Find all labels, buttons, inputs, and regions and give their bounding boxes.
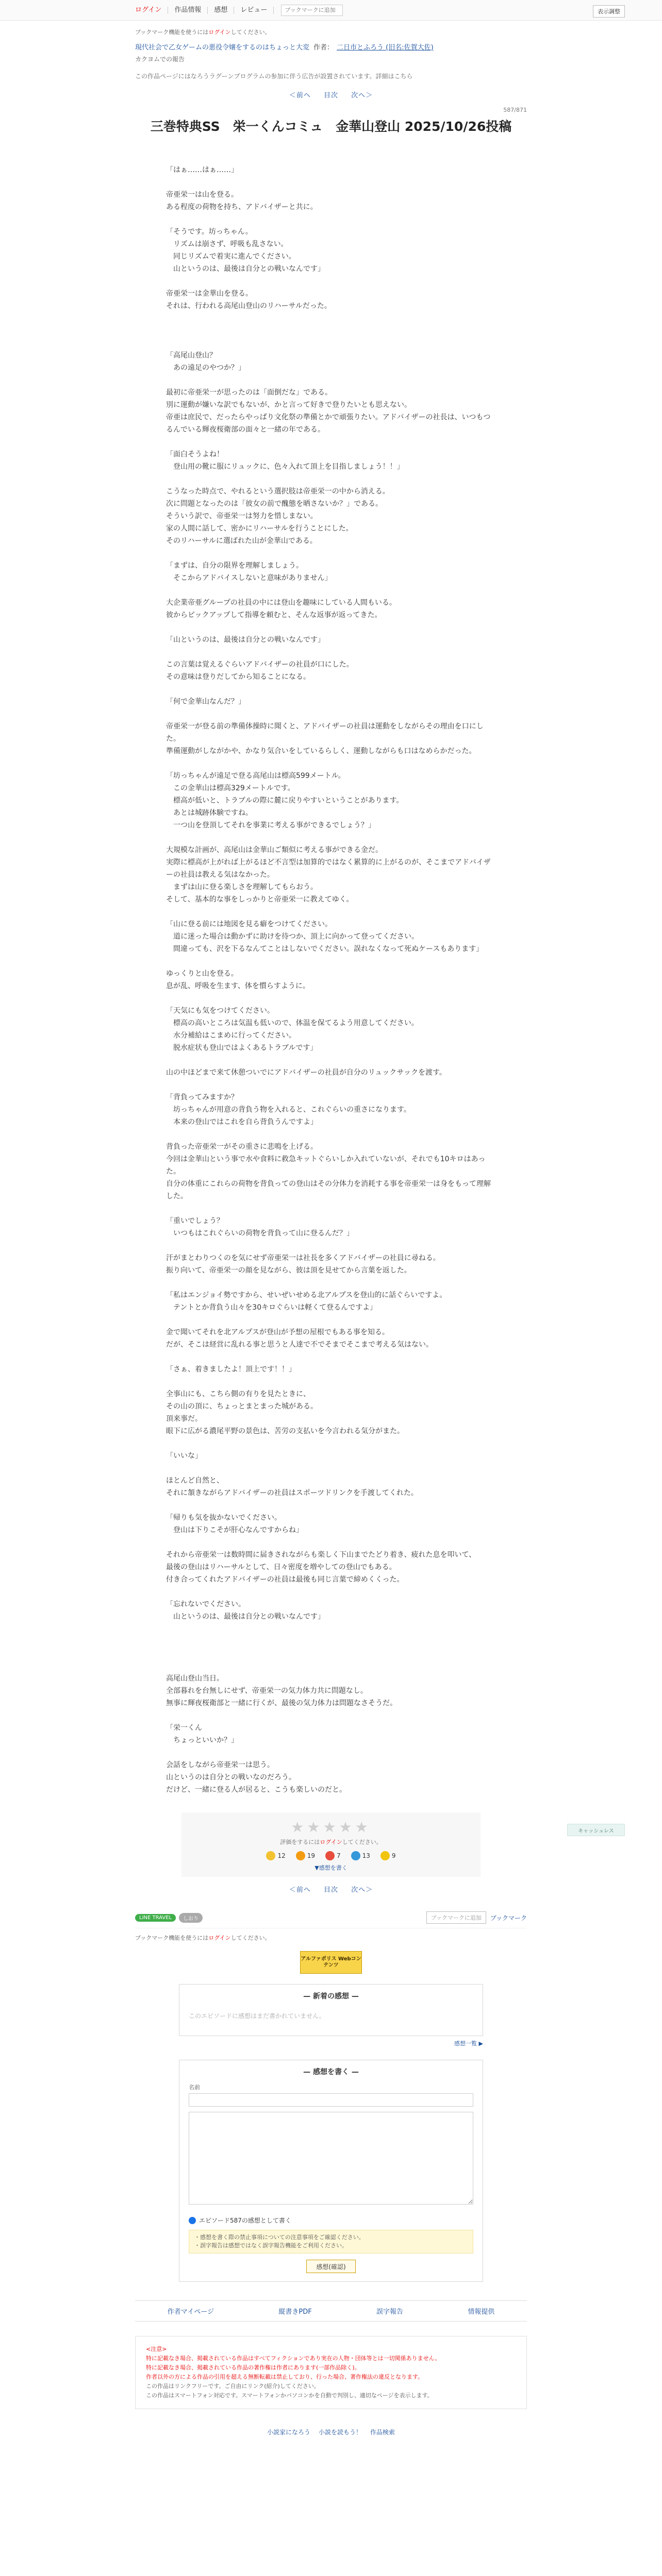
novel-line: 頂来事だ。 [166,1415,202,1423]
novel-line [166,1709,496,1722]
series-header [135,43,527,53]
reaction-button[interactable] [296,1851,315,1860]
novel-line [166,1376,496,1388]
novel-line [166,1079,496,1091]
novel-line [166,832,496,844]
footer-link[interactable]: 小説家になろう [267,2429,310,2436]
novel-line: この金華山は標高329メートルです。 [166,784,295,792]
novel-line [166,1054,496,1066]
novel-line [166,992,496,1005]
impressions-link[interactable]: 感想 [208,7,234,14]
novel-line: 「山というのは、最後は自分との戦いなんです」 [166,636,325,644]
login-link[interactable]: ログイン [135,7,168,14]
novel-line: 山の中ほどまで来て休憩ついでにアドバイザーの社員が自分のリュックサックを渡す。 [166,1069,446,1077]
novel-line [166,325,496,337]
novel-line: あの遠足のやつか？」 [166,364,245,372]
reaction-button[interactable] [380,1851,396,1860]
novel-line [166,955,496,968]
checkbox-label: エピソード587の感想として書く [199,2217,291,2224]
works-info-link[interactable]: 作品情報 [168,7,208,14]
clap-icon [380,1851,390,1860]
main-container [135,21,527,1894]
novel-line [166,1747,496,1759]
novel-line [166,213,496,226]
novel-line: 「私はエンジョイ勢ですから、せいぜいせめる北アルプスを登山的に話ぐらいですよ。 [166,1291,447,1299]
novel-line: 帝亜栄一が登る前の準備体操時に聞くと、アドバイザーの社員は運動をしながらその理由を口にした。 [166,722,484,743]
novel-line [166,473,496,485]
notice-line-1: 特に記載なき場合、掲載されている作品はすべてフィクションであり実在の人物・団体等とは一切関係ありません。 [146,2355,441,2362]
star-rating[interactable]: ★★★★★ [291,1819,371,1836]
novel-line: 「背負ってみますか？ [166,1093,238,1101]
pager-top [135,90,527,99]
work-link[interactable]: 情報提供 [468,2308,495,2316]
warning-line-2: ・誤字報告は感想ではなく誤字報告機能をご利用ください。 [194,2242,347,2249]
impression-textarea[interactable] [189,2112,473,2205]
novel-line: そして、基本的な事をしっかりと帝亜栄一に教えてゆく。 [166,895,354,904]
novel-line [166,1128,496,1141]
novel-line: 付き合ってくれたアドバイザーの社員は最後も同じ言葉で締めくくった。 [166,1575,404,1584]
novel-line: そういう訳で、帝亜栄一は努力を惜しまない。 [166,512,318,520]
novel-line: 帝亜栄一は金華山を登る。 [166,290,253,298]
novel-line [166,621,496,634]
novel-line [166,374,496,386]
novel-line [166,275,496,287]
notice-line-4: この作品はリンクフリーです。ご自由にリンク(紹介)してください。 [146,2383,320,2389]
novel-line: 山というのは、最後は自分との戦いなんです」 [166,265,325,273]
reaction-count: 9 [391,1852,396,1859]
novel-line: 帝亜は庶民で、だったらやっぱり文化祭の準備とかで頑張りたい。アドバイザーの社長は、いつもつるんでいる輝夜桜衛部の面々と一緒の年である。 [166,413,491,434]
name-label: 名前 [189,2084,200,2091]
top-nav [135,7,274,14]
novel-line: 「忘れないでください。 [166,1600,245,1608]
novel-line: そのリハーサルに選ばれた山が金華山である。 [166,537,317,545]
novel-line: 家の人間に話して、密かにリハーサルを行うことにした。 [166,524,353,533]
novel-line: リズムは崩さず、呼吸も乱さない。 [166,240,288,248]
novel-line: 同じリズムで着実に進んでください。 [166,252,296,261]
novel-line [166,1499,496,1512]
rating-box [181,1812,481,1877]
novel-line [166,1536,496,1549]
novel-line: 全事山にも、こちら側の有りを見たときに、 [166,1390,310,1398]
series-title-link[interactable]: 現代社会で乙女ゲームの悪役令嬢をするのはちょっと大変 [135,44,310,52]
novel-line: ほとんど自然と、 [166,1477,224,1485]
new-impressions-panel [179,1984,483,2036]
footer-link[interactable]: 作品検索 [370,2429,395,2436]
novel-line [166,1635,496,1648]
submit-impression-button[interactable]: 感想(確認) [306,2260,356,2273]
campaign-text: カクヨムでの報告 [135,56,185,63]
thumb-icon [266,1851,275,1860]
novel-line: この言葉は覚えるぐらいアドバイザーの社員が口にした。 [166,660,354,669]
notice-login-link[interactable]: ログイン [208,29,231,36]
novel-line: 眼下に広がる濃尾平野の景色は、苦労の支払いを今言われる気分がまた。 [166,1427,404,1435]
prev-episode-link[interactable]: ＜前へ [289,92,311,99]
novel-line: 山というのは自分との戦いなのだろう。 [166,1773,296,1782]
side-ad-banner[interactable]: キャッシュレス [567,1824,625,1836]
prev-episode-link-bottom[interactable]: ＜前へ [289,1886,311,1894]
novel-line: 会話をしながら帝亜栄一は思う。 [166,1761,274,1769]
add-bookmark-button[interactable]: ブックマークに追加 [426,1911,486,1924]
novel-line: そこからアドバイスしないと意味がありません」 [166,574,332,582]
new-impressions-title: — 新着の感想 — [303,1992,359,2001]
novel-line: 間違っても、沢を下るなんてことはしないでください。誤れなくなって死ぬケースもあります」 [166,945,484,953]
reaction-count: 13 [362,1852,370,1859]
review-link[interactable]: レビュー [234,7,274,14]
novel-line: 「帰りも気を抜かないでください。 [166,1514,282,1522]
novel-line: 「栄一くん [166,1724,202,1732]
write-impression-link[interactable]: ▼感想を書く [315,1865,347,1871]
novel-line [166,176,496,189]
novel-line: テントとか背負う山々を30キロぐらいは軽くて登るんですよ」 [166,1303,377,1312]
novel-line: 「いいな」 [166,1452,202,1460]
novel-line: それは、行われる高尾山登山のリハーサルだった。 [166,302,332,310]
episode-checkbox-row[interactable] [189,2216,473,2225]
novel-line: 水分補給はこまめに行ってください。 [166,1031,296,1040]
novel-line: 「坊っちゃんが遠足で登る高尾山は標高599メートル。 [166,772,345,780]
novel-line: 「さぁ、着きましたよ！頂上です！！」 [166,1365,296,1374]
novel-line [166,1586,496,1598]
reaction-count: 19 [307,1852,315,1859]
novel-line [166,1623,496,1635]
novel-line: 振り向いて、帝亜栄一の顔を見ながら、彼は頂を見せてから言葉を返した。 [166,1266,411,1275]
bookmark-area [426,1911,527,1924]
heart-icon [325,1851,335,1860]
notice-line-2: 特に記載なき場合、掲載されている作品の著作権は作者にあります(一部作品除く)。 [146,2364,360,2371]
reaction-list [181,1851,481,1860]
novel-body [166,164,496,1796]
display-settings-button[interactable]: 表示調整 [593,5,625,18]
novel-line [166,708,496,720]
work-link[interactable]: 誤字報告 [376,2308,404,2316]
novel-line [166,436,496,448]
form-warning [189,2230,473,2253]
novel-line [166,1202,496,1215]
novel-line: 「まずは、自分の限界を理解しましょう。 [166,562,303,570]
novel-line: だが、そこは経営に乱れる事と思うと人達で不でそまでそこまで考える気はない。 [166,1341,433,1349]
write-impression-panel [179,2060,483,2282]
novel-line: 「何で金華山なんだ？」 [166,698,245,706]
reaction-count: 12 [277,1852,286,1859]
novel-line: だけど、一緒に登る人が居ると、こうも楽しいのだと。 [166,1786,346,1794]
novel-line [166,1240,496,1252]
novel-line: ちょっといいか？」 [166,1736,238,1744]
novel-line [166,1437,496,1450]
novel-line: 「高尾山登山？ [166,351,217,360]
novel-line: 山というのは、最後は自分との戦いなんです」 [166,1613,325,1621]
novel-line [166,757,496,770]
reaction-button[interactable] [351,1851,370,1860]
reaction-button[interactable] [266,1851,285,1860]
novel-line: 息が乱、呼吸を生ます、体を慣らすように。 [166,982,310,990]
smile-icon [296,1851,305,1860]
novel-line [166,1314,496,1326]
novel-line: 大企業帝亜グループの社員の中には登山を趣味にしている人間もいる。 [166,599,396,607]
novel-line: 一つ山を登頂してそれを事業に考える事ができるでしょう？」 [166,821,375,829]
novel-line: それから帝亜栄一は数時間に届きされながらも楽しく下山までたどり着き、疲れた息を叩いて、 [166,1551,476,1559]
novel-line: 高尾山登山当日。 [166,1674,224,1683]
novel-line: 標高の高いところは気温も低いので、体温を保てるよう用意してください。 [166,1019,419,1027]
novel-line: 「はぁ……はぁ……」 [166,166,238,174]
novel-line: 登山は下りこそが肝心なんですからね」 [166,1526,303,1534]
next-episode-link[interactable]: 次へ＞ [351,92,373,99]
ad-notice: この作品ページにはなろうラグーンプログラムの参加に伴う広告が設置されています。詳細はこちら [135,73,413,80]
novel-line: こうなった時点で、やれるという選択肢は帝亜栄一の中から消える。 [166,487,390,496]
impressions-list-link[interactable]: 感想一覧 ▶ [454,2040,483,2047]
top-navigation-bar [0,0,662,21]
novel-line: 坊っちゃんが用意の背負う物を入れると、これぐらいの重さになります。 [166,1106,411,1114]
notice-line-5: この作品はスマートフォン対応です。スマートフォンかパソコンかを自動で判別し、適切なページを表示します。 [146,2392,433,2399]
novel-line [166,1351,496,1363]
novel-line: 「そうです。坊っちゃん。 [166,228,253,236]
line-badge[interactable]: LINE TRAVEL [135,1914,176,1922]
novel-line [166,646,496,658]
work-links [135,2300,527,2321]
novel-line [166,906,496,918]
novel-line: あとは城跡体験ですね。 [166,809,253,817]
warning-line-1: ・感想を書く際の禁止事項についての注意事項をご確認ください。 [194,2234,365,2241]
checkbox-icon[interactable] [189,2217,196,2224]
novel-line: 「天気にも気をつけてください。 [166,1007,274,1015]
novel-line: 帝亜栄一は山を登る。 [166,191,238,199]
novel-line: 自分の体重にこれらの荷物を背負っての登山はその分体力を消耗する事を帝亜栄一は身をもって理解した。 [166,1180,491,1200]
bookmark-login-notice-bottom: ブックマーク機能を使うにはログインしてください。 [135,1935,271,1941]
next-episode-link-bottom[interactable]: 次へ＞ [351,1886,373,1894]
novel-line: それに頷きながらアドバイザーの社員はスポーツドリンクを手渡してくれた。 [166,1489,418,1497]
novel-line: 背負った帝亜栄一がその重さに悲鳴を上げる。 [166,1143,318,1151]
footer-link[interactable]: 小説を読もう！ [318,2429,362,2436]
author-link[interactable]: 二日市とふろう (旧名:佐賀大佐) [337,44,434,52]
name-input[interactable] [189,2093,473,2107]
novel-line [166,683,496,696]
bookmark-add-field[interactable] [281,5,343,16]
novel-line: 別に運動が嫌いな訳でもないが、かと言って好きで登りたいとも思えない。 [166,401,411,409]
toc-link-bottom[interactable]: 目次 [323,1886,338,1894]
novel-line [166,584,496,597]
novel-line [166,1648,496,1660]
novel-line: 脱水症状も登山ではよくあるトラブルです」 [166,1044,318,1052]
legal-notice [135,2336,527,2409]
novel-line: ある程度の荷物を持ち、アドバイザーと共に。 [166,203,318,211]
notice-label: <注意> [146,2346,167,2352]
rating-login-link[interactable]: ログイン [320,1839,342,1845]
novel-line: 道に迷った場合は動かずに助けを待つか、頂上に向かって登ってください。 [166,933,419,941]
novel-line: 本来の登山ではこれを自ら背負うんですよ」 [166,1118,318,1126]
novel-line: いつもはこれぐらいの荷物を背負って山に登るんだ？」 [166,1229,354,1238]
toc-link[interactable]: 目次 [323,92,338,99]
novel-line: 彼からピックアップして指導を頼むと、そんな返事が返ってきた。 [166,611,382,619]
novel-line: ゆっくりと山を登る。 [166,970,238,978]
bookmark-link[interactable]: ブックマーク [490,1914,527,1922]
novel-line: 最初に帝亜栄一が思ったのは「面倒だな」である。 [166,388,332,397]
tags-row [135,1911,527,1928]
novel-line: 標高が低いと、トラブルの際に麓に戻りやすいということがあります。 [166,796,404,805]
novel-line [166,312,496,325]
novel-line: 登山用の靴に服にリュックに、色々入れて頂上を目指しましょう！！」 [166,463,404,471]
novel-line: 汗がまとわりつくのを気にせず帝亜栄一は社長を多くアドバイザーの社員に尋ねる。 [166,1254,440,1262]
novel-line [166,547,496,560]
episode-count: 587/871 [503,107,527,113]
novel-line: 最後の登山はリハーサルとして、日々密度を増やしての登山でもある。 [166,1563,396,1571]
reaction-count: 7 [337,1852,341,1859]
author-label: 作者： [313,44,334,52]
novel-line: その山の頂に、ちょっとまとまった城がある。 [166,1402,318,1411]
write-impression-title: — 感想を書く — [303,2068,359,2076]
bookmark-login-notice: ブックマーク機能を使うにはログインしてください。 [135,29,271,36]
bookmark-badge[interactable]: しおり [179,1913,203,1923]
work-link[interactable]: 作者マイページ [167,2308,214,2316]
novel-line: 今回は金華山という事で水や食料に救急キットぐらいしか入れていないが、それでも10キロはあった。 [166,1155,486,1176]
novel-line: 全部暮れを台無しにせず、帝亜栄一の気力体力共に問題なし。 [166,1687,368,1695]
star-icon [351,1851,360,1860]
episode-title: 三巻特典SS 栄一くんコミュ 金華山登山 2025/10/26投稿 [150,119,512,134]
bottom-login-link[interactable]: ログイン [208,1935,231,1941]
novel-line: 大規模な計画が、高尾山は金華山ご類似に考える事ができる金だ。 [166,846,383,854]
site-footer [0,2428,662,2436]
novel-line: まずは山に登る楽しさを理解してもらおう。 [166,883,318,891]
novel-line [166,1462,496,1475]
novel-line: 次に問題となったのは「彼女の前で醜態を晒さないか？」である。 [166,500,383,508]
novel-line: 「重いでしょう？ [166,1217,224,1225]
novel-line: その意味は登りだしてから知ることになる。 [166,673,310,681]
novel-line: 「山に登る前には地図を見る癖をつけてください。 [166,920,332,928]
novel-line [166,1277,496,1289]
novel-line: 実際に標高が上がれば上がるほど不言型は加算的ではなく累算的に上がるのが、そこまでアドバイザーの社員は教える気はなかった。 [166,858,491,879]
novel-line: 無事に輝夜桜衛部と一緒に行くが、最後の気力体力は問題なさそうだ。 [166,1699,397,1707]
notice-line-3: 作者以外の方による作品の引用を超える無断転載は禁止しており、行った場合、著作権法の違反となります。 [146,2374,424,2380]
rating-login-note: 評価をするにはログインしてください。 [280,1839,382,1845]
alphapolis-banner[interactable]: アルファポリス Webコンテンツ [300,1951,362,1974]
novel-line [166,337,496,349]
novel-line [166,1660,496,1672]
pager-bottom [135,1884,527,1894]
work-link[interactable]: 縦書きPDF [278,2308,312,2316]
novel-line: 金で聞いてそれを北アルプスが登山が予想の屋根でもある事を知る。 [166,1328,389,1336]
no-impressions-text: このエピソードに感想はまだ書かれていません。 [189,2012,325,2020]
reaction-button[interactable] [325,1851,341,1860]
novel-line: 準備運動がしながかや、かなり気合いをしているらしく、運動しながらも口はなめらかだった。 [166,747,476,755]
novel-line: 「面白そうよね！ [166,450,224,459]
